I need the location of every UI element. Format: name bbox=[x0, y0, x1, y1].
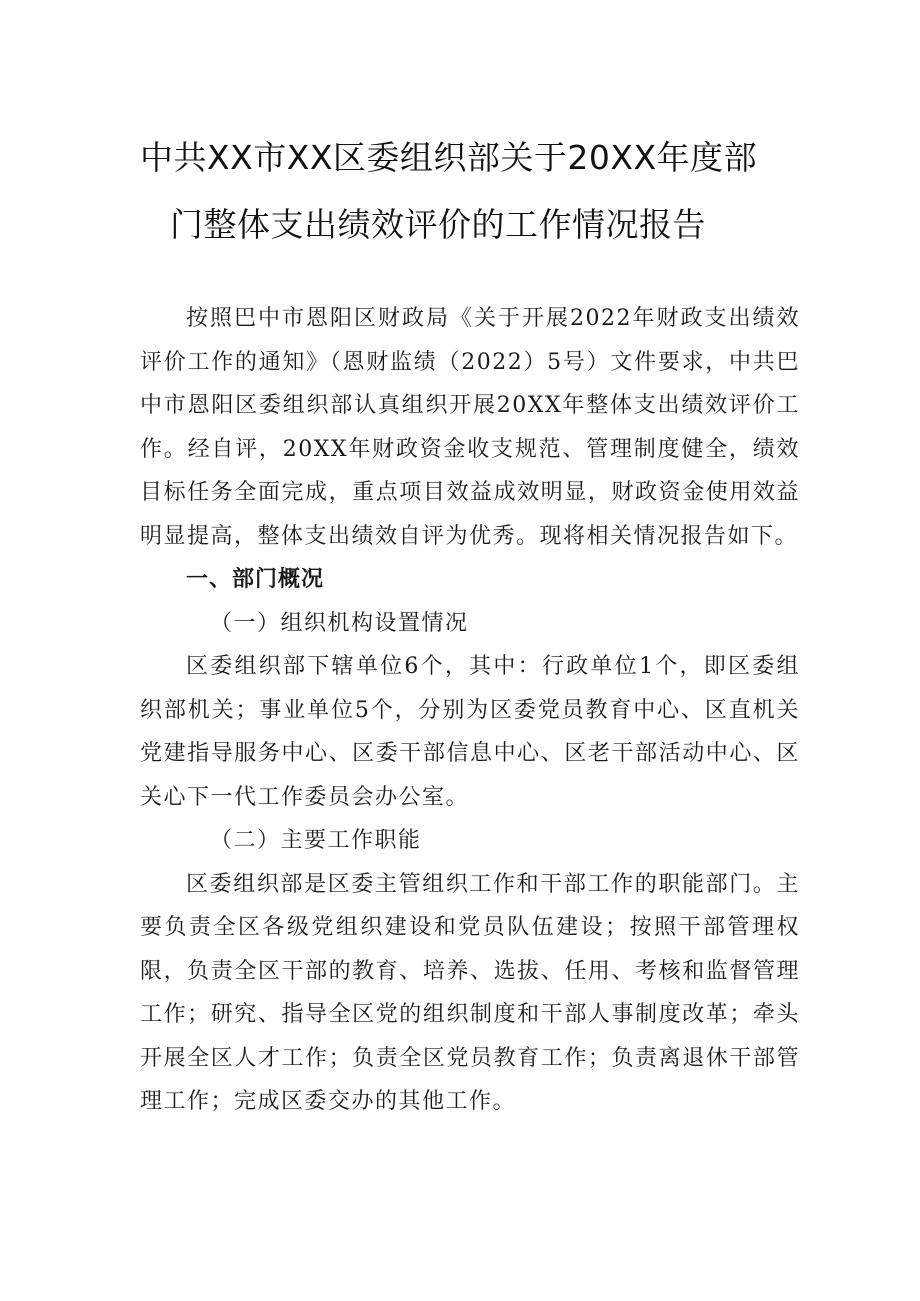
body-paragraph: 区委组织部下辖单位6个，其中：行政单位1个，即区委组织部机关；事业单位5个，分别为区委党员教育中心、区直机关党建指导服务中心、区委干部信息中心、区老干部活动中心、区关心下一代工作委员会办公室。 bbox=[140, 654, 800, 810]
body-paragraph: 区委组织部是区委主管组织工作和干部工作的职能部门。主要负责全区各级党组织建设和党员队伍建设；按照干部管理权限，负责全区干部的教育、培养、选拔、任用、考核和监督管理工作；研究、指导全区党的组织制度和干部人事制度改革；牵头开展全区人才工作；负责全区党员教育工作；负责离退休干部管理工作；完成区委交办的其他工作。 bbox=[140, 871, 800, 1114]
subsection-heading: （二）主要工作职能 bbox=[210, 828, 422, 853]
document-title-line-1: 中共XX市XX区委组织部关于20XX年度部 bbox=[140, 138, 758, 177]
document-title-line-2: 门整体支出绩效评价的工作情况报告 bbox=[170, 205, 706, 244]
section-heading: 一、部门概况 bbox=[186, 567, 325, 592]
document-body bbox=[140, 297, 800, 1124]
intro-paragraph: 按照巴中市恩阳区财政局《关于开展2022年财政支出绩效评价工作的通知》（恩财监绩（2022）5号）文件要求，中共巴中市恩阳区委组织部认真组织开展20XX年整体支出绩效评价工作。经自评，20XX年财政资金收支规范、管理制度健全，绩效目标任务全面完成，重点项目效益成效明显，财政资金使用效益明显提高，整体支出绩效自评为优秀。现将相关情况报告如下。 bbox=[140, 306, 800, 549]
subsection-heading: （一）组织机构设置情况 bbox=[210, 610, 469, 636]
